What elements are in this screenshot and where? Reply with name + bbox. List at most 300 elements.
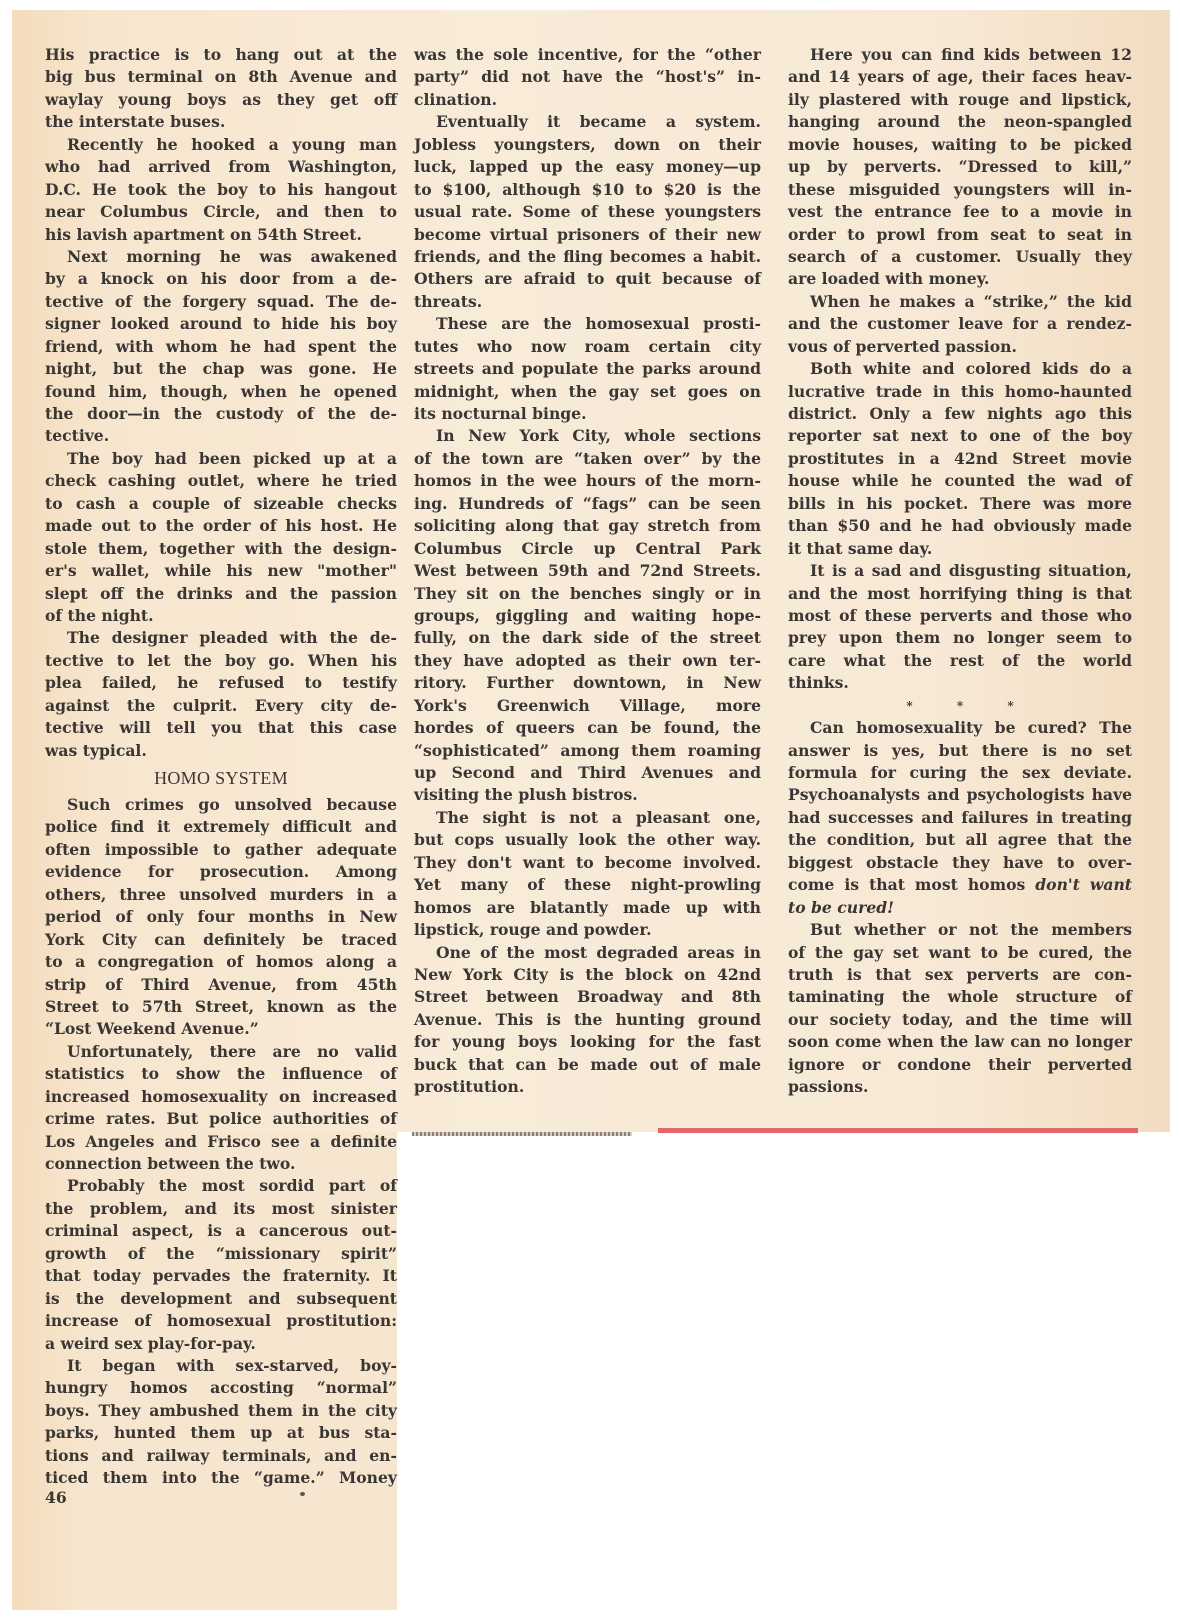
text-line: [788, 470, 1132, 492]
text-line: [45, 951, 397, 973]
hatched-divider: [412, 1132, 632, 1136]
text-line: [414, 1076, 761, 1098]
text-run: Jobless youngsters, down on their: [414, 134, 761, 154]
text-line: [45, 1243, 397, 1265]
text-run: D.C. He took the boy to his hangout: [45, 179, 397, 199]
text-line: [788, 740, 1132, 762]
text-run: others, three unsolved murders in a: [45, 884, 397, 904]
text-run: signer looked around to hide his boy: [45, 314, 397, 334]
text-line: [414, 560, 761, 582]
text-run: stole them, together with the design-: [45, 538, 397, 558]
text-run: taminating the whole structure of: [788, 987, 1132, 1007]
text-run: They don't want to become involved.: [414, 852, 761, 872]
text-run: boys. They ambushed them in the city: [45, 1400, 397, 1420]
text-run: become virtual prisoners of their new: [414, 224, 761, 244]
text-line: [414, 111, 761, 133]
text-line: [45, 1467, 397, 1489]
text-line: [414, 156, 761, 178]
text-run: against the culprit. Every city de-: [45, 695, 397, 715]
text-line: [788, 224, 1132, 246]
text-run: fully, on the dark side of the street: [414, 628, 761, 648]
text-run: tions and railway terminals, and en-: [45, 1445, 397, 1465]
text-line: [414, 1031, 761, 1053]
text-line: [788, 493, 1132, 515]
text-run: criminal aspect, is a cancerous out-: [45, 1221, 397, 1241]
text-line: [45, 1265, 397, 1287]
text-line: [45, 560, 397, 582]
text-line: [788, 336, 1132, 358]
text-line: [45, 425, 397, 447]
text-line: [788, 515, 1132, 537]
text-run: When he makes a “strike,” the kid: [810, 291, 1132, 311]
text-run: near Columbus Circle, and then to: [45, 202, 397, 222]
text-line: [414, 470, 761, 492]
text-run: “Lost Weekend Avenue.”: [45, 1019, 259, 1039]
text-line: [45, 695, 397, 717]
text-line: [788, 852, 1132, 874]
text-line: [788, 313, 1132, 335]
text-run: and the most horrifying thing is that: [788, 583, 1132, 603]
text-run: the door—in the custody of the de-: [45, 404, 397, 423]
text-line: [414, 381, 761, 403]
text-run: growth of the “missionary spirit”: [45, 1243, 397, 1263]
text-line: [45, 996, 397, 1018]
text-run: His practice is to hang out at the: [45, 45, 397, 64]
text-line: [788, 66, 1132, 88]
text-line: [45, 906, 397, 928]
text-run: period of only four months in New: [45, 907, 397, 927]
text-line: [414, 852, 761, 874]
text-line: [45, 1288, 397, 1310]
text-run: his lavish apartment on 54th Street.: [45, 224, 362, 244]
text-line: [45, 1198, 397, 1220]
text-line: [788, 919, 1132, 941]
text-run: York's Greenwich Village, more: [414, 695, 761, 715]
text-line: [414, 784, 761, 806]
text-line: [414, 179, 761, 201]
text-line: [788, 829, 1132, 851]
text-run: and 14 years of age, their faces heav-: [788, 67, 1132, 87]
text-line: [788, 134, 1132, 156]
text-line: [45, 583, 397, 605]
text-run: “sophisticated” among them roaming: [414, 740, 761, 760]
text-line: [45, 470, 397, 492]
text-run: a weird sex play-for-pay.: [45, 1333, 256, 1353]
text-line: [788, 605, 1132, 627]
text-line: [45, 1086, 397, 1108]
text-line: [788, 538, 1132, 560]
text-line: [45, 605, 397, 627]
text-line: [788, 672, 1132, 694]
text-line: [788, 156, 1132, 178]
text-run: by a knock on his door from a de-: [45, 269, 397, 289]
text-line: [45, 717, 397, 739]
text-line: [788, 1031, 1132, 1053]
text-line: [788, 44, 1132, 66]
text-run: homos in the wee hours of the morn-: [414, 471, 761, 491]
page-number: 46: [45, 1488, 67, 1507]
text-run: the problem, and its most sinister: [45, 1198, 397, 1218]
text-line: [45, 246, 397, 268]
text-line: [414, 268, 761, 290]
text-line: [414, 448, 761, 470]
text-run: evidence for prosecution. Among: [45, 862, 397, 882]
text-line: [45, 403, 397, 425]
text-run: threats.: [414, 291, 483, 311]
text-line: [414, 964, 761, 986]
text-run: luck, lapped up the easy money—up: [414, 157, 761, 177]
text-line: [414, 695, 761, 717]
text-line: [788, 964, 1132, 986]
text-line: [414, 313, 761, 335]
text-line: [788, 381, 1132, 403]
text-line: [45, 1108, 397, 1130]
text-line: [414, 336, 761, 358]
text-line: [414, 627, 761, 649]
text-line: [45, 1377, 397, 1399]
text-line: [414, 650, 761, 672]
text-line: [45, 884, 397, 906]
text-run: Probably the most sordid part of: [67, 1176, 397, 1196]
text-line: [45, 839, 397, 861]
text-line: [45, 1041, 397, 1063]
text-run: soliciting along that gay stretch from: [414, 516, 761, 536]
text-run: They sit on the benches singly or in: [414, 583, 761, 603]
text-line: [45, 1422, 397, 1444]
text-line: [45, 1220, 397, 1242]
text-run: Recently he hooked a young man: [67, 134, 397, 154]
text-run: prostitutes in a 42nd Street movie: [788, 448, 1132, 468]
text-line: [414, 605, 761, 627]
text-line: [414, 134, 761, 156]
section-heading: HOMO SYSTEM: [154, 768, 288, 788]
text-run: New York City is the block on 42nd: [414, 964, 761, 984]
text-run: prostitution.: [414, 1077, 525, 1097]
text-run: friend, with whom he had spent the: [45, 336, 397, 356]
text-line: [788, 874, 1132, 896]
text-line: [414, 403, 761, 425]
text-line: [45, 816, 397, 838]
text-run: One of the most degraded areas in: [436, 942, 761, 962]
text-line: [788, 291, 1132, 313]
text-run: plea failed, he refused to testify: [45, 673, 397, 693]
text-run: The sight is not a pleasant one,: [436, 807, 761, 827]
text-line: [45, 493, 397, 515]
text-run: increase of homosexual prostitution:: [45, 1311, 397, 1331]
text-line: [45, 381, 397, 403]
text-run: reporter sat next to one of the boy: [788, 426, 1132, 446]
text-line: [788, 268, 1132, 290]
text-run: Eventually it became a system.: [436, 112, 761, 132]
text-run: buck that can be made out of male: [414, 1054, 761, 1074]
text-line: [45, 336, 397, 358]
text-line: [414, 493, 761, 515]
text-run: groups, giggling and waiting hope-: [414, 605, 761, 625]
text-run: who had arrived from Washington,: [45, 157, 397, 177]
text-line: [788, 1009, 1132, 1031]
text-run: of the gay set want to be cured, the: [788, 942, 1132, 962]
text-run: the interstate buses.: [45, 112, 226, 132]
text-line: [45, 111, 397, 133]
text-run: visiting the plush bistros.: [414, 785, 638, 805]
text-run: tective of the forgery squad. The de-: [45, 291, 397, 311]
text-run: they have adopted as their own ter-: [414, 650, 761, 670]
text-line: [45, 1310, 397, 1332]
text-run: search of a customer. Usually they: [788, 246, 1132, 266]
text-run: lucrative trade in this homo-haunted: [788, 381, 1132, 401]
text-line: [414, 1009, 761, 1031]
text-line: [45, 66, 397, 88]
text-run: clination.: [414, 89, 498, 109]
text-run: Avenue. This is the hunting ground: [414, 1009, 761, 1029]
red-accent-bar: [658, 1128, 1138, 1133]
text-line: [45, 1333, 397, 1355]
text-line: [45, 929, 397, 951]
text-line: [45, 1355, 397, 1377]
text-run: come is that most homos: [788, 875, 1036, 895]
text-line: [788, 560, 1132, 582]
text-line: [45, 627, 397, 649]
text-run: hungry homos accosting “normal”: [45, 1378, 397, 1398]
text-run: hordes of queers can be found, the: [414, 718, 761, 738]
text-line: [788, 784, 1132, 806]
text-line: [414, 538, 761, 560]
text-line: [45, 1400, 397, 1422]
text-line: [414, 672, 761, 694]
text-run: Here you can find kids between 12: [810, 45, 1132, 64]
text-line: [45, 538, 397, 560]
text-run: Next morning he was awakened: [67, 246, 397, 266]
text-line: [788, 583, 1132, 605]
text-run: vest the entrance fee to a movie in: [788, 202, 1132, 222]
italic-emphasis: to be cured!: [788, 897, 895, 917]
text-line: [414, 66, 761, 88]
text-run: The designer pleaded with the de-: [67, 628, 397, 648]
text-line: [788, 201, 1132, 223]
text-run: prey upon them no longer seem to: [788, 628, 1132, 648]
text-line: [45, 974, 397, 996]
text-run: movie houses, waiting to be picked: [788, 134, 1132, 154]
text-run: ing. Hundreds of “fags” can be seen: [414, 493, 761, 513]
text-run: most of these perverts and those who: [788, 605, 1132, 625]
text-run: It is a sad and disgusting situation,: [810, 561, 1132, 581]
text-line: [414, 583, 761, 605]
text-run: hanging around the neon-spangled: [788, 112, 1132, 132]
text-run: check cashing outlet, where he tried: [45, 471, 397, 491]
text-line: [788, 942, 1132, 964]
article-column-2: [414, 44, 761, 1099]
text-line: [414, 897, 761, 919]
text-line: [788, 111, 1132, 133]
text-run: Columbus Circle up Central Park: [414, 538, 761, 558]
text-line: [45, 268, 397, 290]
text-run: statistics to show the influence of: [45, 1064, 397, 1084]
text-line: [45, 1153, 397, 1175]
text-run: vous of perverted passion.: [788, 336, 1017, 356]
text-line: [414, 1054, 761, 1076]
text-line: [788, 358, 1132, 380]
text-run: connection between the two.: [45, 1154, 296, 1173]
text-run: waylay young boys as they get off: [45, 89, 397, 109]
text-run: house while he counted the wad of: [788, 471, 1132, 491]
text-line: [788, 717, 1132, 739]
text-line: [45, 156, 397, 178]
text-line: [45, 1445, 397, 1467]
text-run: crime rates. But police authorities of: [45, 1109, 397, 1129]
text-line: [45, 1063, 397, 1085]
text-run: for young boys looking for the fast: [414, 1032, 761, 1052]
text-line: [45, 358, 397, 380]
text-run: bills in his pocket. There was more: [788, 493, 1132, 513]
text-run: to a congregation of homos along a: [45, 952, 397, 972]
text-run: usual rate. Some of these youngsters: [414, 202, 761, 222]
text-run: than $50 and he had obviously made: [788, 516, 1132, 536]
text-line: [414, 224, 761, 246]
text-run: our society today, and the time will: [788, 1009, 1132, 1029]
text-run: that today pervades the fraternity. It: [45, 1266, 397, 1286]
text-line: [788, 986, 1132, 1008]
text-line: [45, 1175, 397, 1197]
text-line: [45, 861, 397, 883]
text-run: to cash a couple of sizeable checks: [45, 493, 397, 513]
ink-speck: [300, 1492, 305, 1496]
text-run: thinks.: [788, 673, 849, 693]
italic-emphasis: don't want: [1035, 875, 1132, 895]
text-run: up by perverts. “Dressed to kill,”: [788, 157, 1132, 177]
text-run: up Second and Third Avenues and: [414, 763, 761, 782]
text-run: Both white and colored kids do a: [810, 359, 1132, 379]
text-line: [788, 762, 1132, 784]
text-line: [414, 515, 761, 537]
text-line: [414, 874, 761, 896]
text-line: [45, 179, 397, 201]
text-line: [788, 448, 1132, 470]
text-run: district. Only a few nights ago this: [788, 404, 1132, 423]
text-run: Street to 57th Street, known as the: [45, 996, 397, 1016]
text-run: tutes who now roam certain city: [414, 336, 761, 356]
text-run: these misguided youngsters will in-: [788, 179, 1132, 199]
text-run: answer is yes, but there is no set: [788, 740, 1132, 760]
text-run: Unfortunately, there are no valid: [67, 1041, 397, 1061]
article-column-3: [788, 44, 1132, 1099]
text-line: [788, 650, 1132, 672]
text-line: [788, 425, 1132, 447]
text-run: was the sole incentive, for the “other: [414, 45, 761, 64]
text-line: [45, 134, 397, 156]
text-run: is the development and subsequent: [45, 1288, 397, 1308]
text-line: [45, 1131, 397, 1153]
text-run: streets and populate the parks around: [414, 359, 761, 379]
text-run: The boy had been picked up at a: [67, 448, 397, 468]
text-run: often impossible to gather adequate: [45, 839, 397, 859]
text-run: In New York City, whole sections: [436, 426, 761, 446]
text-run: It began with sex-starved, boy-: [67, 1355, 397, 1375]
text-line: [788, 403, 1132, 425]
text-run: truth is that sex perverts are con-: [788, 964, 1132, 984]
text-line: [788, 627, 1132, 649]
text-run: Yet many of these night-prowling: [414, 875, 761, 895]
text-line: [414, 358, 761, 380]
text-run: ignore or condone their perverted: [788, 1054, 1132, 1074]
text-line: [45, 794, 397, 816]
text-line: [45, 672, 397, 694]
text-run: Los Angeles and Frisco see a definite: [45, 1131, 397, 1151]
text-line: [788, 1054, 1132, 1076]
text-run: Street between Broadway and 8th: [414, 987, 761, 1007]
text-line: [45, 515, 397, 537]
text-run: These are the homosexual prosti-: [436, 314, 761, 334]
text-line: [414, 89, 761, 111]
text-run: of the town are “taken over” by the: [414, 448, 761, 468]
text-line: [414, 717, 761, 739]
text-run: increased homosexuality on increased: [45, 1086, 397, 1106]
text-line: [45, 89, 397, 111]
text-run: homos are blatantly made up with: [414, 897, 761, 917]
text-run: friends, and the fling becomes a habit.: [414, 246, 761, 266]
text-run: er's wallet, while his new "mother": [45, 561, 397, 581]
text-run: midnight, when the gay set goes on: [414, 381, 761, 401]
text-line: [788, 246, 1132, 268]
text-line: [788, 179, 1132, 201]
text-run: found him, though, when he opened: [45, 381, 397, 401]
text-run: tective to let the boy go. When his: [45, 650, 397, 670]
text-run: biggest obstacle they have to over-: [788, 852, 1132, 872]
text-run: was typical.: [45, 740, 147, 760]
text-run: of the night.: [45, 605, 154, 625]
text-line: [788, 89, 1132, 111]
text-line: [414, 44, 761, 66]
text-line: [414, 425, 761, 447]
text-run: to $100, although $10 to $20 is the: [414, 179, 761, 199]
text-line: [45, 448, 397, 470]
text-line: [414, 807, 761, 829]
text-line: [45, 291, 397, 313]
text-run: tective.: [45, 426, 110, 446]
text-run: care what the rest of the world: [788, 650, 1132, 670]
text-run: Can homosexuality be cured? The: [810, 718, 1132, 738]
text-line: [788, 897, 1132, 919]
text-line: [414, 762, 761, 784]
text-run: are loaded with money.: [788, 269, 990, 289]
text-run: but cops usually look the other way.: [414, 830, 761, 850]
text-run: York City can definitely be traced: [45, 929, 397, 949]
text-run: made out to the order of his host. He: [45, 516, 397, 536]
text-run: passions.: [788, 1077, 869, 1097]
text-run: soon come when the law can no longer: [788, 1032, 1132, 1052]
text-run: slept off the drinks and the passion: [45, 583, 397, 603]
text-run: ticed them into the “game.” Money: [45, 1468, 397, 1488]
text-run: had successes and failures in treating: [788, 807, 1132, 827]
text-run: ily plastered with rouge and lipstick,: [788, 89, 1132, 109]
text-line: [414, 919, 761, 941]
text-run: parks, hunted them up at bus sta-: [45, 1423, 397, 1443]
text-line: [45, 740, 397, 762]
text-line: [45, 1018, 397, 1040]
text-run: tective will tell you that this case: [45, 718, 397, 738]
text-run: big bus terminal on 8th Avenue and: [45, 67, 397, 87]
text-line: [788, 1076, 1132, 1098]
text-line: [414, 201, 761, 223]
text-run: Others are afraid to quit because of: [414, 269, 761, 289]
text-line: [414, 829, 761, 851]
text-line: [45, 201, 397, 223]
text-line: [45, 44, 397, 66]
text-line: [45, 313, 397, 335]
text-run: Psychoanalysts and psychologists have: [788, 785, 1132, 805]
text-line: [414, 986, 761, 1008]
text-run: police find it extremely difficult and: [45, 817, 397, 837]
text-run: it that same day.: [788, 538, 933, 558]
